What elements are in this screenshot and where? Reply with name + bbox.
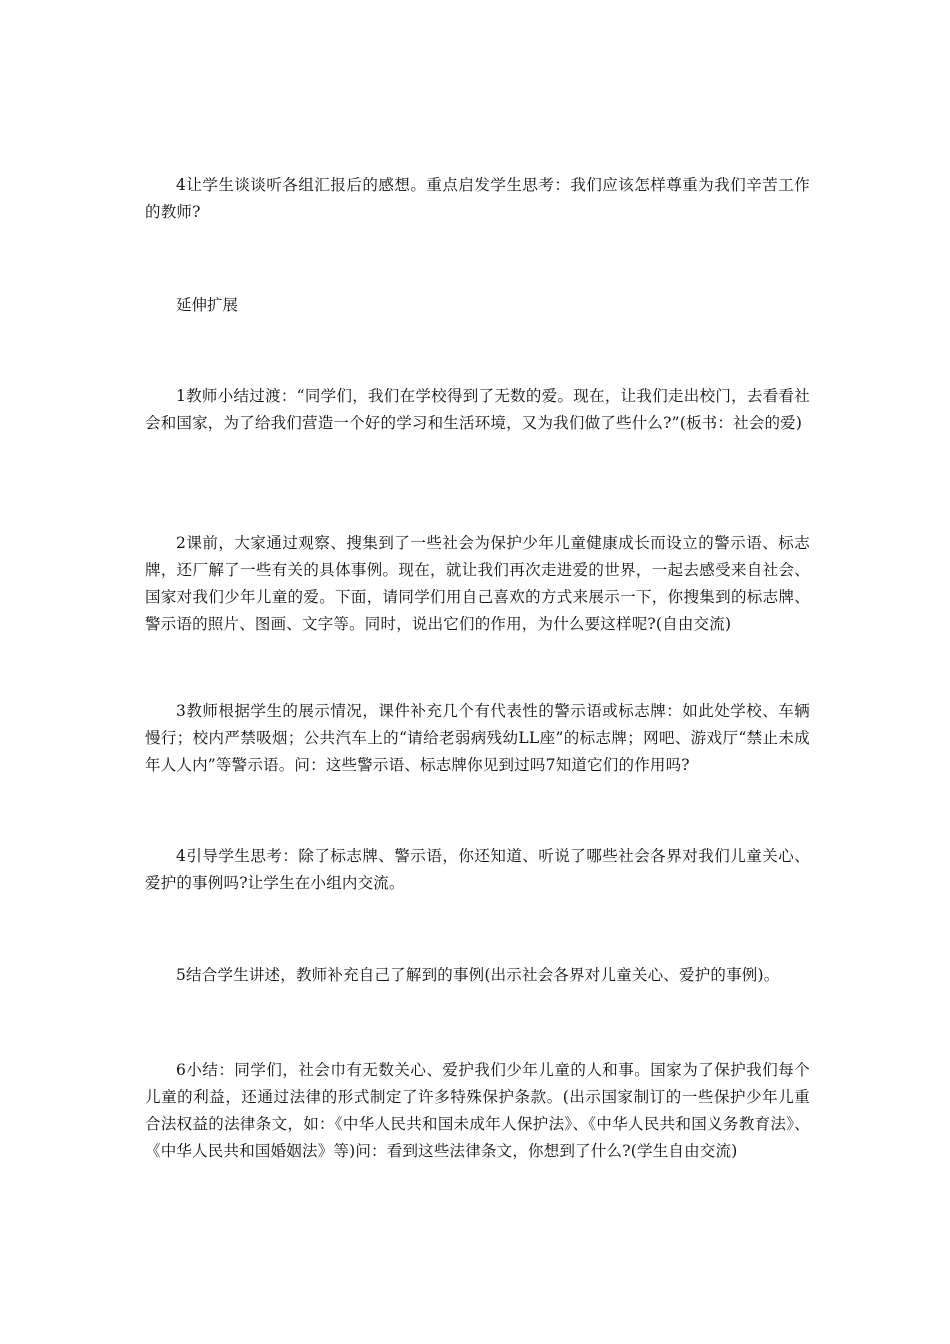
section-heading-extension: 延伸扩展 — [176, 296, 239, 314]
paragraph-teacher-supplement: 5结合学生讲述，教师补充自己了解到的事例(出示社会各界对儿童关心、爱护的事例)。 — [176, 966, 780, 984]
paragraph-guide-thinking: 4引导学生思考：除了标志牌、警示语，你还知道、听说了哪些社会各界对我们儿童关心、爱护的事例吗?让学生在小组内交流。 — [145, 847, 810, 892]
paragraph-warning-examples: 3教师根据学生的展示情况，课件补充几个有代表性的警示语或标志牌：如此处学校、车辆慢行；校内严禁吸烟；公共汽车上的“请给老弱病残幼LL座”的标志牌；网吧、游戏厅“禁止未成年人人内”等警示语。问：这些警示语、标志牌你见到过吗7知道它们的作用吗? — [145, 702, 810, 774]
paragraph-teacher-respect: 4让学生谈谈听各组汇报后的感想。重点启发学生思考：我们应该怎样尊重为我们辛苦工作的教师? — [145, 176, 810, 221]
paragraph-teacher-summary: 1教师小结过渡：“同学们，我们在学校得到了无数的爱。现在，让我们走出校门，去看看社会和国家，为了给我们营造一个好的学习和生活环境，又为我们做了些什么?”(板书：社会的爱) — [145, 387, 810, 432]
paragraph-conclusion-laws: 6小结：同学们，社会巾有无数关心、爱护我们少年儿童的人和事。国家为了保护我们每个儿童的利益，还通过法律的形式制定了许多特殊保护条款。(出示国家制订的一些保护少年儿重合法权益的法律条文，如：《中华人民共和国未成年人保护法》、《中华人民共和国义务教育法》、《中华人民共和国婚姻法》等)问：看到这些法律条文，你想到了什么?(学生自由交流) — [145, 1061, 810, 1160]
paragraph-signs-collection: 2课前，大家通过观察、搜集到了一些社会为保护少年儿童健康成长而设立的警示语、标志牌，还厂解了一些有关的具体事例。现在，就让我们再次走进爱的世界，一起去感受来自社会、国家对我们少年儿童的爱。下面，请同学们用自己喜欢的方式来展示一下，你搜集到的标志牌、警示语的照片、图画、文字等。同时，说出它们的作用，为什么要这样呢?(自由交流) — [145, 534, 810, 633]
